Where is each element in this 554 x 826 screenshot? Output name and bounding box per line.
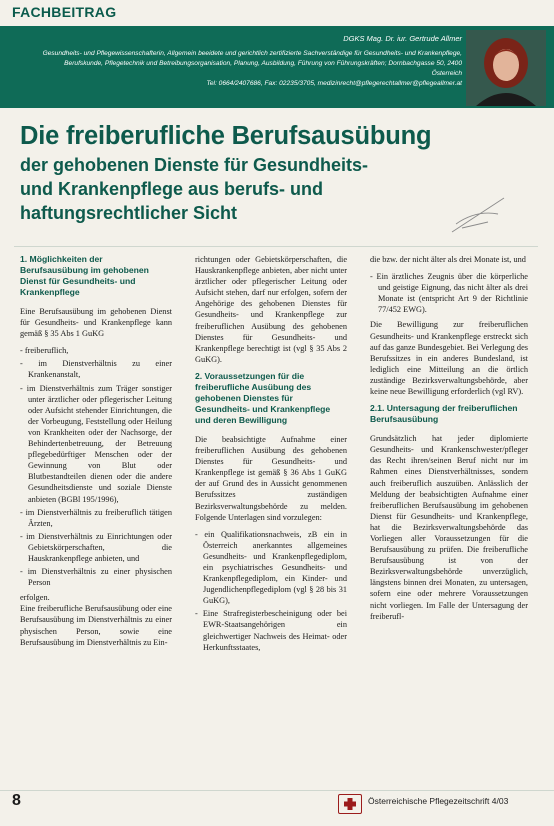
author-bio: Gesundheits- und Pflegewissenschafterin, Allgemein beeidete und gerichtlich zertifizierte Sachverständige für Gesundheits- und Krankenpflege, Berufskunde, Pflegetechnik und Betreibungsorganisation, Planung, Ausbildung, Führung von Führungskräften; Dornbachgasse 50, 2400 Österreich <box>42 50 462 77</box>
author-name: DGKS Mag. Dr. iur. Gertrude Allmer <box>343 34 462 43</box>
paragraph: die bzw. der nicht älter als drei Monate ist, und <box>370 255 526 264</box>
article-column-2 <box>195 254 347 657</box>
list <box>195 529 347 653</box>
list <box>370 271 528 315</box>
footer-divider <box>0 790 554 791</box>
paragraph: Eine freiberufliche Berufsausübung oder eine Berufsausübung im Dienstverhältnis zu einer physischen Person, sowie eine Berufsausübung im Dienstverhältnis zu Ein- <box>20 604 172 647</box>
section-heading-2: 2. Voraussetzungen für die freiberufliche Ausübung des gehobenen Dienstes für Gesundheits- und Krankenpflege und deren Bewilligung <box>195 370 331 425</box>
paragraph: richtungen oder Gebietskörperschaften, die Hauskrankenpflege anbieten, aber nicht unter ärztlicher oder pflegerischer Leitung oder Aufsicht stehen, darf nur erfolgen, sofern der Angehörige des gehobenen Dienstes für Gesundheits- und Krankenpflege zur freiberuflichen Ausübung des gehobenen Dienstes für Gesundheits- und Krankenpflege berechtigt ist (vgl § 35 Abs 2 GuKG). <box>195 255 347 364</box>
article-subtitle-line3: haftungsrechtlicher Sicht <box>20 203 238 223</box>
author-portrait <box>466 30 546 106</box>
paragraph: Die beabsichtigte Aufnahme einer freiberuflichen Ausübung des gehobenen Dienstes für Gesundheits- und Krankenpflege ist gemäß § 36 Abs 1 GuKG der auf Grund des in Aussicht genommenen Berufssitzes zuständigen Bezirksverwaltungsbehörde zu melden. Folgende Unterlagen sind vorzulegen: <box>195 434 347 522</box>
paragraph: Grundsätzlich hat jeder diplomierte Gesundheits- und Krankenschwester/pfleger das Recht ihren/seinen Beruf nicht nur im Rahmen eines Dienstverhältnisses, sondern auch freiberuflich auszuüben. Anlässlich der Meldung der beabsichtigten Aufnahme einer freiberuflichen Berufsausübung im gehobenen Dienst für Gesundheits- und Krankenpflege, hat die Bezirksverwaltungsbehörde das Vorliegen aller Voraussetzungen für die Berufsausübung zu prüfen. Die freiberufliche Berufsausübung ist von der Bezirksverwaltungsbehörde unverzüglich, längstens binnen drei Monaten, zu untersagen, sofern eine oder mehrere Voraussetzungen nicht vorliegen. Im Falle der Untersagung der freiberufl- <box>370 434 528 621</box>
author-info <box>42 34 462 89</box>
article-subtitle-line1: der gehobenen Dienste für Gesundheits- <box>20 155 369 175</box>
journal-name: Österreichische Pflegezeitschrift 4/03 <box>368 796 509 806</box>
list-item: - Ein ärztliches Zeugnis über die körperliche und geistige Eignung, das nicht älter als drei Monate ist (entspricht Art 9 der Richtlinie 77/452 EWG). <box>370 272 528 315</box>
paragraph: Die Bewilligung zur freiberuflichen Gesundheits- und Krankenpflege erstreckt sich auf das ganze Bundesgebiet. Bei Verlegung des Berufssitzes in ein anderes Bundesland, ist lediglich eine Mitteilung an die örtlich zuständige Bezirksverwaltungsbehörde, aber keine neue Bewilligung erforderlich (vgl RV). <box>370 320 528 397</box>
list-item: - im Dienstverhältnis zu einer Krankenanstalt, <box>20 359 172 380</box>
author-contact: Tel: 0664/2407686, Fax: 02235/3705, medizinrecht@pflegerechtallmer@pflegeallmer.at <box>206 80 462 87</box>
pen-stroke-decoration <box>448 192 508 236</box>
article-column-3 <box>370 254 528 628</box>
page-number: 8 <box>12 792 21 809</box>
list <box>20 345 172 588</box>
journal-logo-icon <box>338 794 362 814</box>
section-heading-1: 1. Möglichkeiten der Berufsausübung im gehobenen Dienst für Gesundheits- und Krankenpflege <box>20 254 149 297</box>
list-item: - im Dienstverhältnis zum Träger sonstiger unter ärztlicher oder pflegerischer Leitung oder Aufsicht stehender Einrichtungen, die der Vorbeugung, Feststellung oder Heilung von Krankheiten oder der Nachsorge, der Behindertenbetreuung, der Betreuung pflegebedürftiger Menschen oder der Gewinnung von Blut oder Blutbestandteilen dienen oder die andere Gesundheitsdienste und soziale Dienste anbieten (BGBl 195/1996), <box>20 383 172 504</box>
list-item: - freiberuflich, <box>20 346 69 356</box>
list-item: - im Dienstverhältnis zu einer physischen Person <box>20 567 173 588</box>
paragraph: Eine Berufsausübung im gehobenen Dienst für Gesundheits- und Krankenpflege kann gemäß § 35 Abs 1 GuKG <box>20 307 172 339</box>
title-divider <box>14 246 538 247</box>
paragraph: erfolgen. <box>20 593 50 603</box>
article-subtitle-line2: und Krankenpflege aus berufs- und <box>20 179 324 199</box>
section-heading-2-1: 2.1. Untersagung der freiberuflichen Berufsausübung <box>370 403 518 425</box>
list-item: - ein Qualifikationsnachweis, zB ein in Österreich anerkanntes allgemeines Gesundheits- und Krankenpflegediplom, ein psychiatrisches Gesundheits- und Krankenpflegediplom, ein Kinder- und Jugendlichenpflegediplom (vgl § 28 bis 31 GuKG), <box>195 529 347 606</box>
list-item: - im Dienstverhältnis zu Einrichtungen oder Gebietskörperschaften, die Hauskrankenpflege anbieten, und <box>20 531 173 563</box>
list-item: - Eine Strafregisterbescheinigung oder bei EWR-Staatsangehörigen ein gleichwertiger Nachweis des Heimat- oder Herkunftsstaates, <box>195 609 347 652</box>
list-item: - im Dienstverhältnis zu freiberuflich tätigen Ärzten, <box>20 507 172 528</box>
kicker: FACHBEITRAG <box>12 4 117 20</box>
article-title: Die freiberufliche Berufsausübung <box>20 122 432 150</box>
article-column-1 <box>20 254 172 654</box>
